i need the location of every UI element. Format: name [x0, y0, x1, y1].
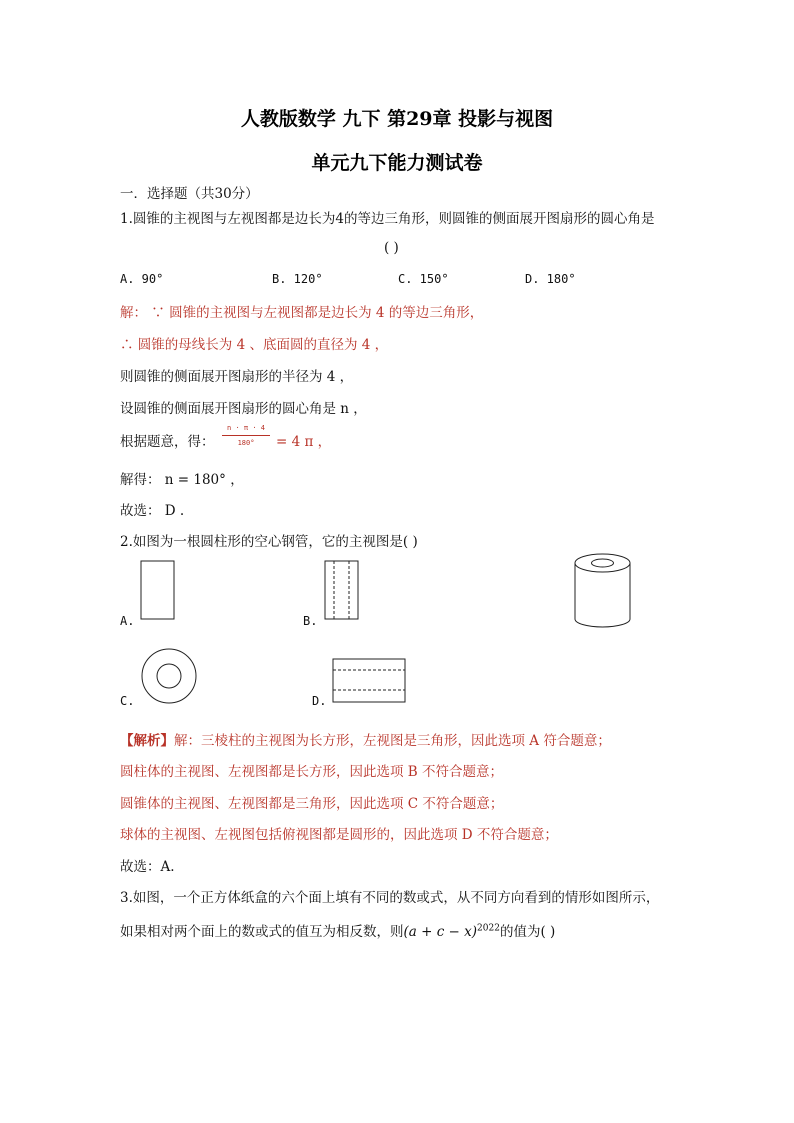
- q1-solution-line-4: 设圆锥的侧面展开图扇形的圆心角是 n ，: [120, 401, 367, 417]
- q2-analysis-line-4: 球体的主视图、左视图包括俯视图都是圆形的，因此选项 D 不符合题意；: [120, 827, 558, 843]
- q3-exponent: 2022: [477, 923, 500, 934]
- option-b-dashed-rectangle-figure: [325, 561, 358, 619]
- q1-option-c: C. 150°: [398, 272, 449, 286]
- q1-solution-line-7: 故选： D .: [120, 503, 185, 519]
- q1-option-d: D. 180°: [525, 272, 576, 286]
- analysis-line-1-text: 解：三棱柱的主视图为长方形，左视图是三角形，因此选项 A 符合题意；: [174, 733, 611, 749]
- q2-analysis-line-3: 圆锥体的主视图、左视图都是三角形，因此选项 C 不符合题意；: [120, 796, 504, 812]
- doc-subtitle: 单元九下能力测试卷: [311, 152, 483, 174]
- option-c-concentric-circles-figure: [142, 649, 196, 703]
- q1-solution-line-1: 解： ∵ 圆锥的主视图与左视图都是边长为 4 的等边三角形，: [120, 305, 484, 321]
- q3-expression: (a + c − x): [403, 924, 478, 940]
- q2-option-c-label: C.: [120, 694, 135, 708]
- q2-analysis-line-1: [120, 729, 611, 749]
- q1-solution-line-5-suffix: = 4 π ，: [276, 434, 332, 450]
- q1-stem: 1.圆锥的主视图与左视图都是边长为4的等边三角形，则圆锥的侧面展开图扇形的圆心角是: [120, 211, 655, 227]
- q2-option-a-label: A.: [120, 614, 135, 628]
- q1-fraction-numerator: n · π · 4: [227, 424, 265, 432]
- doc-title: 人教版数学 九下 第29章 投影与视图: [240, 108, 554, 130]
- q2-analysis-line-2: 圆柱体的主视图、左视图都是长方形，因此选项 B 不符合题意；: [120, 764, 504, 780]
- q2-analysis-line-5: 故选：A.: [120, 859, 175, 875]
- q3-stem-line-1: 3.如图，一个正方体纸盒的六个面上填有不同的数或式，从不同方向看到的情形如图所示，: [120, 890, 660, 906]
- q1-solution-line-2: ∴ 圆锥的母线长为 4 、底面圆的直径为 4 ，: [120, 337, 389, 353]
- q1-option-b: B. 120°: [272, 272, 323, 286]
- section-heading: 一．选择题（共30分）: [120, 186, 259, 202]
- q1-solution-line-6: 解得： n = 180° ，: [120, 472, 244, 488]
- q1-answer-paren: ( ): [384, 240, 399, 256]
- q1-option-a: A. 90°: [120, 272, 164, 286]
- q1-fraction-denominator: 180°: [237, 439, 255, 447]
- q3-stem-line-2: [120, 920, 555, 940]
- q2-stem: 2.如图为一根圆柱形的空心钢管，它的主视图是( ): [120, 534, 418, 550]
- q2-option-d-label: D.: [312, 694, 327, 708]
- option-a-rectangle-figure: [141, 561, 174, 619]
- hollow-cylinder-figure: [575, 554, 630, 627]
- q1-solution-line-3: 则圆锥的侧面展开图扇形的半径为 4 ，: [120, 369, 354, 385]
- q3-stem-prefix: 如果相对两个面上的数或式的值互为相反数，则: [120, 924, 404, 940]
- q1-solution-line-5-prefix: 根据题意，得：: [120, 434, 215, 450]
- analysis-tag: 【解析】: [120, 733, 174, 749]
- option-d-dashed-rectangle-figure: [333, 659, 405, 702]
- q2-option-b-label: B.: [303, 614, 318, 628]
- q3-stem-suffix: 的值为( ): [499, 924, 556, 940]
